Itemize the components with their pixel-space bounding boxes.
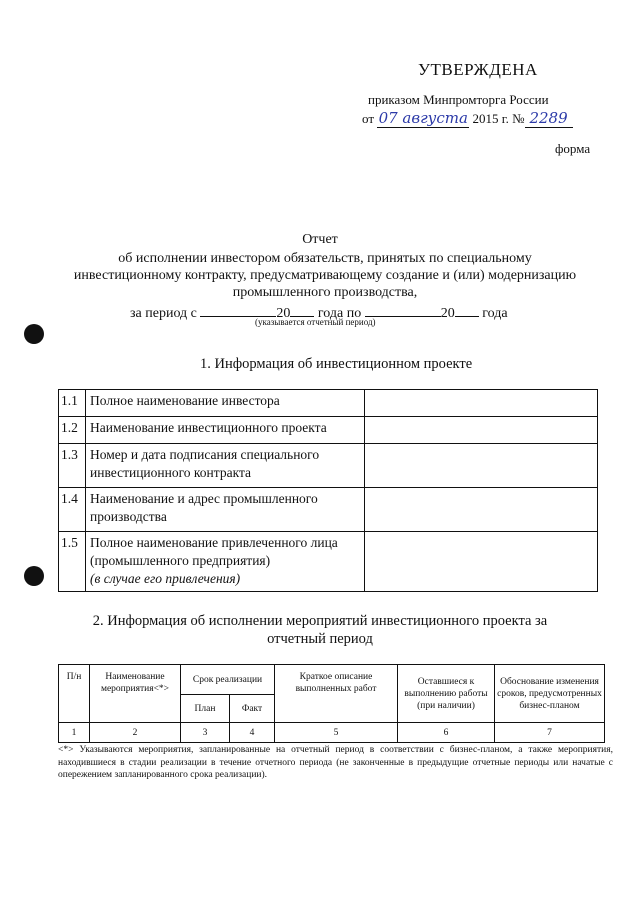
column-number: 6 xyxy=(398,723,495,743)
period-year-2-blank xyxy=(455,302,479,317)
header-fact: Факт xyxy=(230,695,275,723)
activities-table xyxy=(58,664,605,743)
punch-hole xyxy=(24,566,44,586)
column-number: 2 xyxy=(90,723,181,743)
period-year-1-blank xyxy=(290,302,314,317)
row-value-cell[interactable] xyxy=(365,390,598,417)
row-number: 1.3 xyxy=(59,444,86,488)
section-1-title: 1. Информация об инвестиционном проекте xyxy=(200,356,473,372)
table-row xyxy=(59,488,598,532)
period-mid: года по xyxy=(317,306,362,321)
approval-date-line xyxy=(362,109,573,128)
handwritten-number: 2289 xyxy=(525,109,573,128)
row-label: Полное наименование инвестора xyxy=(86,390,365,417)
header-term: Срок реализации xyxy=(181,665,275,695)
column-number: 4 xyxy=(230,723,275,743)
from-prefix: от xyxy=(362,111,375,126)
form-label: форма xyxy=(555,141,591,156)
header-pn: П/н xyxy=(59,665,90,723)
report-title: Отчет xyxy=(302,232,338,247)
header-description: Краткое описание выполненных работ xyxy=(275,665,398,723)
period-note: (указывается отчетный период) xyxy=(255,317,376,327)
row-label: Номер и дата подписания специального инвестиционного контракта xyxy=(86,444,365,488)
row-value-cell[interactable] xyxy=(365,488,598,532)
period-year-1: 20 xyxy=(276,306,291,321)
header-remaining: Оставшиеся к выполнению работы (при наличии) xyxy=(398,665,495,723)
row-label: Наименование и адрес промышленного производства xyxy=(86,488,365,532)
year-text: 2015 г. № xyxy=(472,111,525,126)
row-number: 1.4 xyxy=(59,488,86,532)
report-line-1: об исполнении инвестором обязательств, принятых по специальному xyxy=(118,251,532,266)
table-row xyxy=(59,390,598,417)
header-name: Наименование мероприятия<*> xyxy=(90,665,181,723)
table-row xyxy=(59,444,598,488)
row-number: 1.5 xyxy=(59,532,86,592)
column-number: 1 xyxy=(59,723,90,743)
header-plan: План xyxy=(181,695,230,723)
row-number: 1.1 xyxy=(59,390,86,417)
row-label xyxy=(86,532,365,592)
row-value-cell[interactable] xyxy=(365,444,598,488)
period-end-blank xyxy=(365,302,441,317)
approval-order: приказом Минпромторга России xyxy=(368,92,549,107)
approval-title: УТВЕРЖДЕНА xyxy=(418,60,538,79)
handwritten-date: 07 августа xyxy=(378,109,468,127)
row-value-cell[interactable] xyxy=(365,532,598,592)
row-label-text: Полное наименование привлеченного лица (промышленного предприятия) xyxy=(90,535,338,568)
header-justification: Обоснование изменения сроков, предусмотренных бизнес-планом xyxy=(495,665,605,723)
period-year-2: 20 xyxy=(440,306,455,321)
period-start-blank xyxy=(200,302,276,317)
column-number-row xyxy=(59,723,605,743)
project-info-table xyxy=(58,389,598,592)
table-row xyxy=(59,417,598,444)
row-label-note: (в случае его привлечения) xyxy=(90,571,241,586)
column-number: 7 xyxy=(495,723,605,743)
footnote: <*> Указываются мероприятия, запланированные на отчетный период в соответствии с бизнес-планом, а также мероприятия, находившиеся в стадии реализации в течение отчетного периода (не законченные в предыдущие отчетные периоды или начатые с опережением запланированного срока реализации). xyxy=(58,745,613,780)
header-row xyxy=(59,665,605,695)
report-line-3: промышленного производства, xyxy=(232,285,418,300)
period-end: года xyxy=(482,306,508,321)
column-number: 3 xyxy=(181,723,230,743)
row-value-cell[interactable] xyxy=(365,417,598,444)
column-number: 5 xyxy=(275,723,398,743)
report-line-2: инвестиционному контракту, предусматривающему создание и (или) модернизацию xyxy=(73,268,577,283)
period-from: за период с xyxy=(130,306,197,321)
row-number: 1.2 xyxy=(59,417,86,444)
punch-hole xyxy=(24,324,44,344)
section-2-title-line-2: отчетный период xyxy=(267,631,373,647)
table-row xyxy=(59,532,598,592)
section-2-title-line-1: 2. Информация об исполнении мероприятий инвестиционного проекта за xyxy=(92,613,548,629)
row-label: Наименование инвестиционного проекта xyxy=(86,417,365,444)
